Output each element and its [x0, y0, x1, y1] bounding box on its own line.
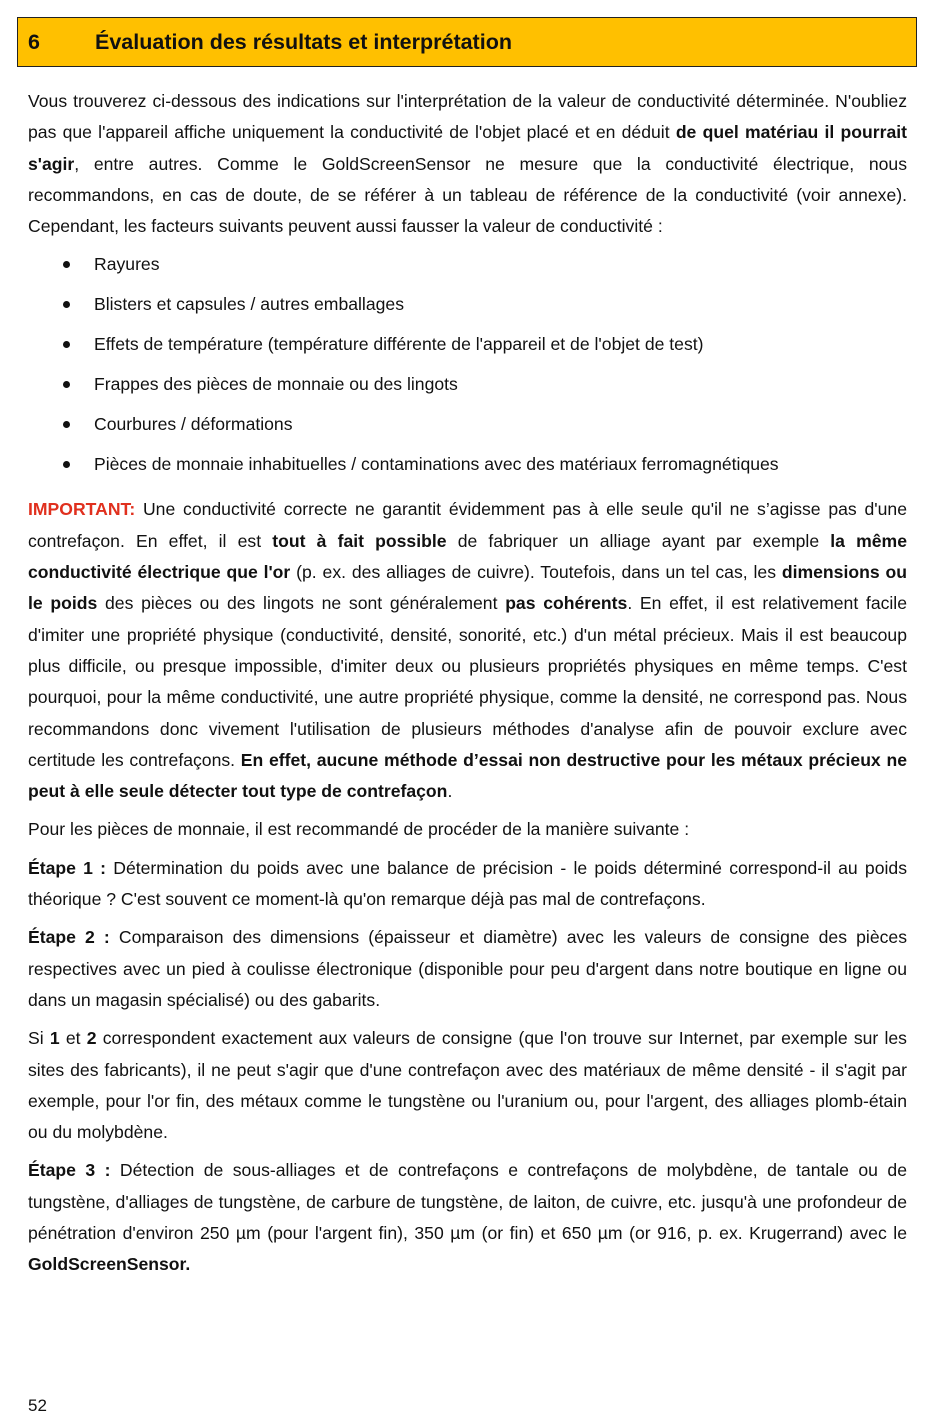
step-3-bold-end: GoldScreenSensor.	[28, 1254, 191, 1275]
intro-paragraph	[28, 86, 907, 242]
important-text-2: de fabriquer un alliage ayant par exemple	[446, 530, 831, 551]
step-1-label: Étape 1 :	[28, 857, 107, 878]
important-bold-2: la même conductivité électrique que l'or	[28, 530, 907, 583]
list-item	[28, 329, 907, 369]
list-item	[28, 249, 907, 289]
list-item	[28, 449, 907, 489]
step-3-label: Étape 3 :	[28, 1160, 111, 1181]
conclusion-text-1: Si	[28, 1028, 50, 1049]
list-item	[28, 409, 907, 449]
bullet-icon	[63, 301, 70, 308]
document-body	[28, 86, 907, 1288]
conclusion-paragraph	[28, 1023, 907, 1148]
list-item-text: Courbures / déformations	[94, 414, 293, 435]
important-text-1: Une conductivité correcte ne garantit évidemment pas à elle seule qu'il ne s’agisse pas d'une contrefaçon. En effet, il est	[28, 499, 907, 551]
bullet-icon	[63, 421, 70, 428]
intro-bold-1: de quel matériau il pourrait s'agir	[28, 122, 907, 174]
section-number: 6	[28, 29, 40, 54]
important-paragraph	[28, 494, 907, 807]
conclusion-bold-2: 2	[86, 1028, 97, 1049]
step-1-paragraph	[28, 853, 907, 916]
coins-intro-paragraph: Pour les pièces de monnaie, il est recommandé de procéder de la manière suivante :	[28, 819, 690, 840]
step-2-label: Étape 2 :	[28, 927, 110, 948]
intro-text-2: , entre autres. Comme le GoldScreenSensor ne mesure que la conductivité électrique, nous recommandons, en cas de doute, de se référer à un tableau de référence de la conductivité (voir annexe). Cependant, les facteurs suivants peuvent aussi fausser la valeur de conductivité :	[28, 153, 907, 237]
conclusion-bold-1: 1	[49, 1028, 60, 1049]
factors-list	[28, 249, 907, 489]
important-bold-3: dimensions ou le poids	[28, 562, 907, 614]
step-2-paragraph	[28, 922, 907, 1016]
section-heading	[17, 17, 917, 67]
important-bold-5: En effet, aucune méthode d’essai non destructive pour les métaux précieux ne peut à elle seule détecter tout type de contrefaçon	[28, 749, 907, 802]
list-item-text: Blisters et capsules / autres emballages	[94, 294, 404, 315]
important-bold-1: tout à fait possible	[272, 530, 447, 551]
list-item-text: Frappes des pièces de monnaie ou des lingots	[94, 374, 458, 395]
section-title: Évaluation des résultats et interprétation	[95, 29, 512, 54]
step-2-text: Comparaison des dimensions (épaisseur et diamètre) avec les valeurs de consigne des pièces respectives avec un pied à coulisse électronique (disponible pour peu d'argent dans notre boutique en ligne ou dans un magasin spécialisé) ou des gabarits.	[28, 927, 907, 1010]
step-3-text: Détection de sous-alliages et de contrefaçons e contrefaçons de molybdène, de tantale ou de tungstène, d'alliages de tungstène, de carbure de tungstène, de laiton, de cuivre, etc. jusqu'à une profondeur de pénétration d'environ 250 µm (pour l'argent fin), 350 µm (or fin) et 650 µm (or 916, p. ex. Krugerrand) avec le	[28, 1160, 907, 1244]
list-item-text: Rayures	[94, 254, 160, 275]
important-text-3: (p. ex. des alliages de cuivre). Toutefois, dans un tel cas, les	[290, 562, 782, 583]
conclusion-text-3: correspondent exactement aux valeurs de consigne (que l'on trouve sur Internet, par exemple sur les sites des fabricants), il ne peut s'agir que d'une contrefaçon avec des matériaux de même densité - il s'agit par exemple, pour l'or fin, des métaux comme le tungstène ou l'uranium ou, pour l'argent, des alliages plomb-étain ou du molybdène.	[28, 1028, 907, 1143]
bullet-icon	[63, 461, 70, 468]
step-3-paragraph	[28, 1155, 907, 1280]
important-text-6: .	[447, 781, 453, 802]
bullet-icon	[63, 261, 70, 268]
page-number: 52	[28, 1396, 47, 1415]
important-text-5: . En effet, il est relativement facile d'imiter une propriété physique (conductivité, densité, sonorité, etc.) d'un métal précieux. Mais il est beaucoup plus difficile, ou presque impossible, d'imiter deux ou plusieurs propriétés physiques en même temps. C'est pourquoi, pour la même conductivité, une autre propriété physique, comme la densité, ne correspond pas. Nous recommandons donc vivement l'utilisation de plusieurs méthodes d'analyse afin de pouvoir exclure avec certitude les contrefaçons.	[28, 593, 907, 770]
list-item	[28, 289, 907, 329]
intro-text-1: Vous trouverez ci-dessous des indications sur l'interprétation de la valeur de conductivité déterminée. N'oubliez pas que l'appareil affiche uniquement la conductivité de l'objet placé et en déduit	[28, 91, 907, 143]
important-bold-4: pas cohérents	[505, 593, 628, 614]
step-1-text: Détermination du poids avec une balance de précision - le poids déterminé correspond-il au poids théorique ? C'est souvent ce moment-là qu'on remarque déjà pas mal de contrefaçons.	[28, 857, 907, 910]
list-item-text: Effets de température (température différente de l'appareil et de l'objet de test)	[94, 334, 704, 355]
conclusion-text-2: et	[59, 1028, 87, 1049]
bullet-icon	[63, 341, 70, 348]
list-item-text: Pièces de monnaie inhabituelles / contaminations avec des matériaux ferromagnétiques	[94, 454, 779, 475]
important-label: IMPORTANT:	[28, 499, 136, 520]
bullet-icon	[63, 381, 70, 388]
list-item	[28, 369, 907, 409]
important-text-4: des pièces ou des lingots ne sont généralement	[97, 593, 506, 614]
